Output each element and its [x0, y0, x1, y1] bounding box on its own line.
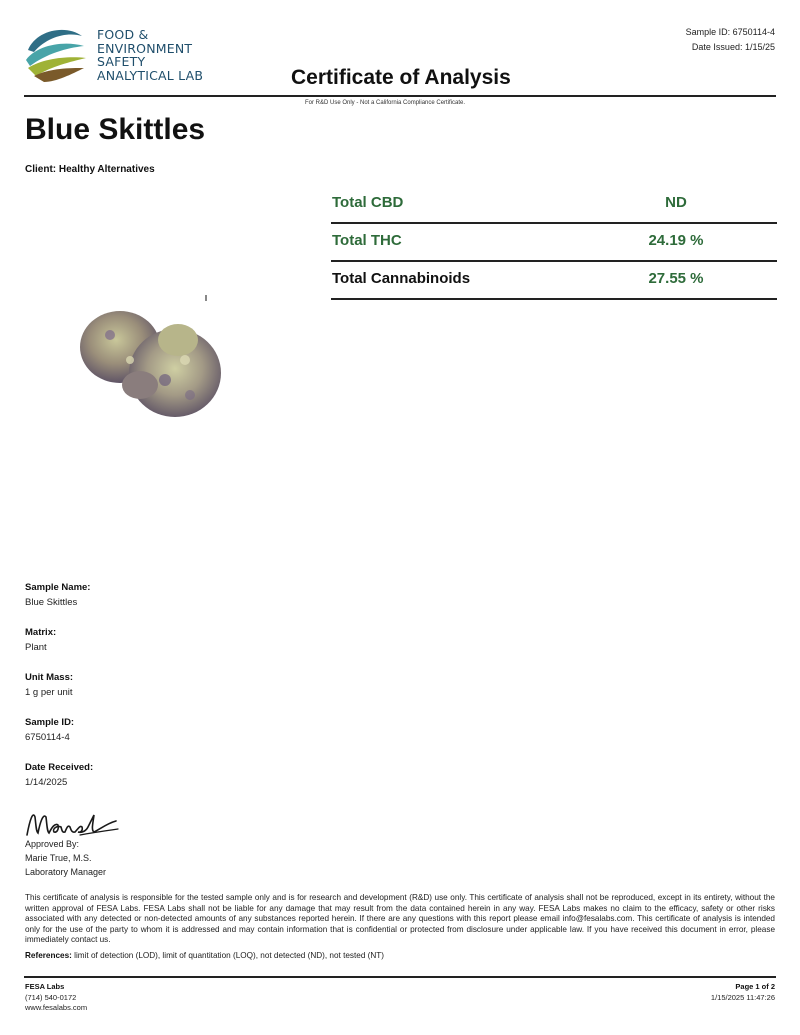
field-sample-name	[25, 581, 325, 626]
date-issued-label: Date Issued:	[691, 42, 743, 52]
references-text: limit of detection (LOD), limit of quantitation (LOQ), not detected (ND), not tested (NT)	[74, 951, 385, 960]
lab-logo	[22, 22, 222, 92]
product-photo	[70, 285, 240, 435]
footer-phone: (714) 540-0172	[25, 992, 77, 1002]
approver-title: Laboratory Manager	[25, 867, 107, 877]
summary-value-total: 27.55 %	[648, 270, 704, 287]
sample-id-value: 6750114-4	[732, 27, 775, 37]
client-name: Client: Healthy Alternatives	[25, 164, 155, 175]
field-value: 1 g per unit	[25, 687, 73, 698]
references	[25, 951, 775, 960]
field-value: Blue Skittles	[25, 597, 78, 608]
footer-page-info	[711, 982, 775, 1003]
logo-line-1: FOOD &	[97, 27, 149, 42]
summary-label-cbd: Total CBD	[332, 194, 404, 211]
logo-line-3: SAFETY	[97, 54, 146, 69]
field-label: Unit Mass:	[25, 672, 74, 683]
field-matrix	[25, 626, 325, 671]
document-title: Certificate of Analysis	[291, 66, 511, 89]
summary-row	[331, 224, 777, 262]
lab-logo-icon	[22, 22, 92, 88]
summary-row	[331, 262, 777, 300]
footer-company: FESA Labs	[25, 982, 65, 991]
footer-contact	[25, 982, 87, 1014]
footer-divider	[24, 976, 776, 978]
product-name: Blue Skittles	[25, 113, 206, 146]
references-label: References:	[25, 951, 72, 960]
approved-by-label: Approved By:	[25, 839, 80, 849]
field-value: 1/14/2025	[25, 777, 68, 788]
cannabinoid-summary	[331, 186, 777, 300]
field-sample-id	[25, 716, 325, 761]
logo-line-2: ENVIRONMENT	[97, 40, 193, 56]
summary-label-thc: Total THC	[332, 232, 402, 249]
field-value: Plant	[25, 642, 47, 653]
summary-row	[331, 186, 777, 224]
field-unit-mass	[25, 671, 325, 716]
field-value: 6750114-4	[25, 732, 70, 743]
field-label: Sample ID:	[25, 717, 75, 728]
footer-website: www.fesalabs.com	[25, 1003, 88, 1012]
header-divider	[24, 95, 776, 97]
summary-value-thc: 24.19 %	[648, 232, 704, 249]
summary-value-cbd: ND	[665, 194, 687, 211]
field-label: Date Received:	[25, 762, 94, 773]
report-meta	[686, 25, 775, 55]
logo-line-4: ANALYTICAL LAB	[97, 67, 204, 83]
approver-name: Marie True, M.S.	[25, 853, 92, 863]
disclaimer-text: This certificate of analysis is responsible for the tested sample only and is for research and development (R&D) use only. This certificate of analysis shall not be reproduced, except in its entirety, without the written approval of FESA Labs. FESA Labs shall not be liable for any damage that may result from the data contained herein in any way. FESA Labs makes no claim to the efficacy, safety or other risks associated with any detected or non-detected amounts of any substances reported herein. If there are any questions with this report please email info@fesalabs.com. This certificate of analysis is intended only for the use of the party to whom it is addressed and may contain information that is confidential or protected from disclosure under applicable law. If you have received this document in error, please immediately contact us.	[25, 893, 775, 944]
signature	[24, 805, 124, 841]
sample-id-label: Sample ID:	[685, 27, 731, 37]
footer-timestamp: 1/15/2025 11:47:26	[710, 992, 775, 1002]
field-date-received	[25, 761, 325, 806]
date-issued-value: 1/15/25	[744, 42, 775, 52]
field-label: Matrix:	[25, 627, 57, 638]
page-number: Page 1 of 2	[735, 982, 775, 991]
compliance-note: For R&D Use Only - Not a California Compliance Certificate.	[305, 100, 466, 106]
approval-block	[25, 837, 106, 879]
sample-details	[25, 581, 325, 806]
summary-label-total: Total Cannabinoids	[332, 270, 471, 287]
field-label: Sample Name:	[25, 582, 91, 593]
